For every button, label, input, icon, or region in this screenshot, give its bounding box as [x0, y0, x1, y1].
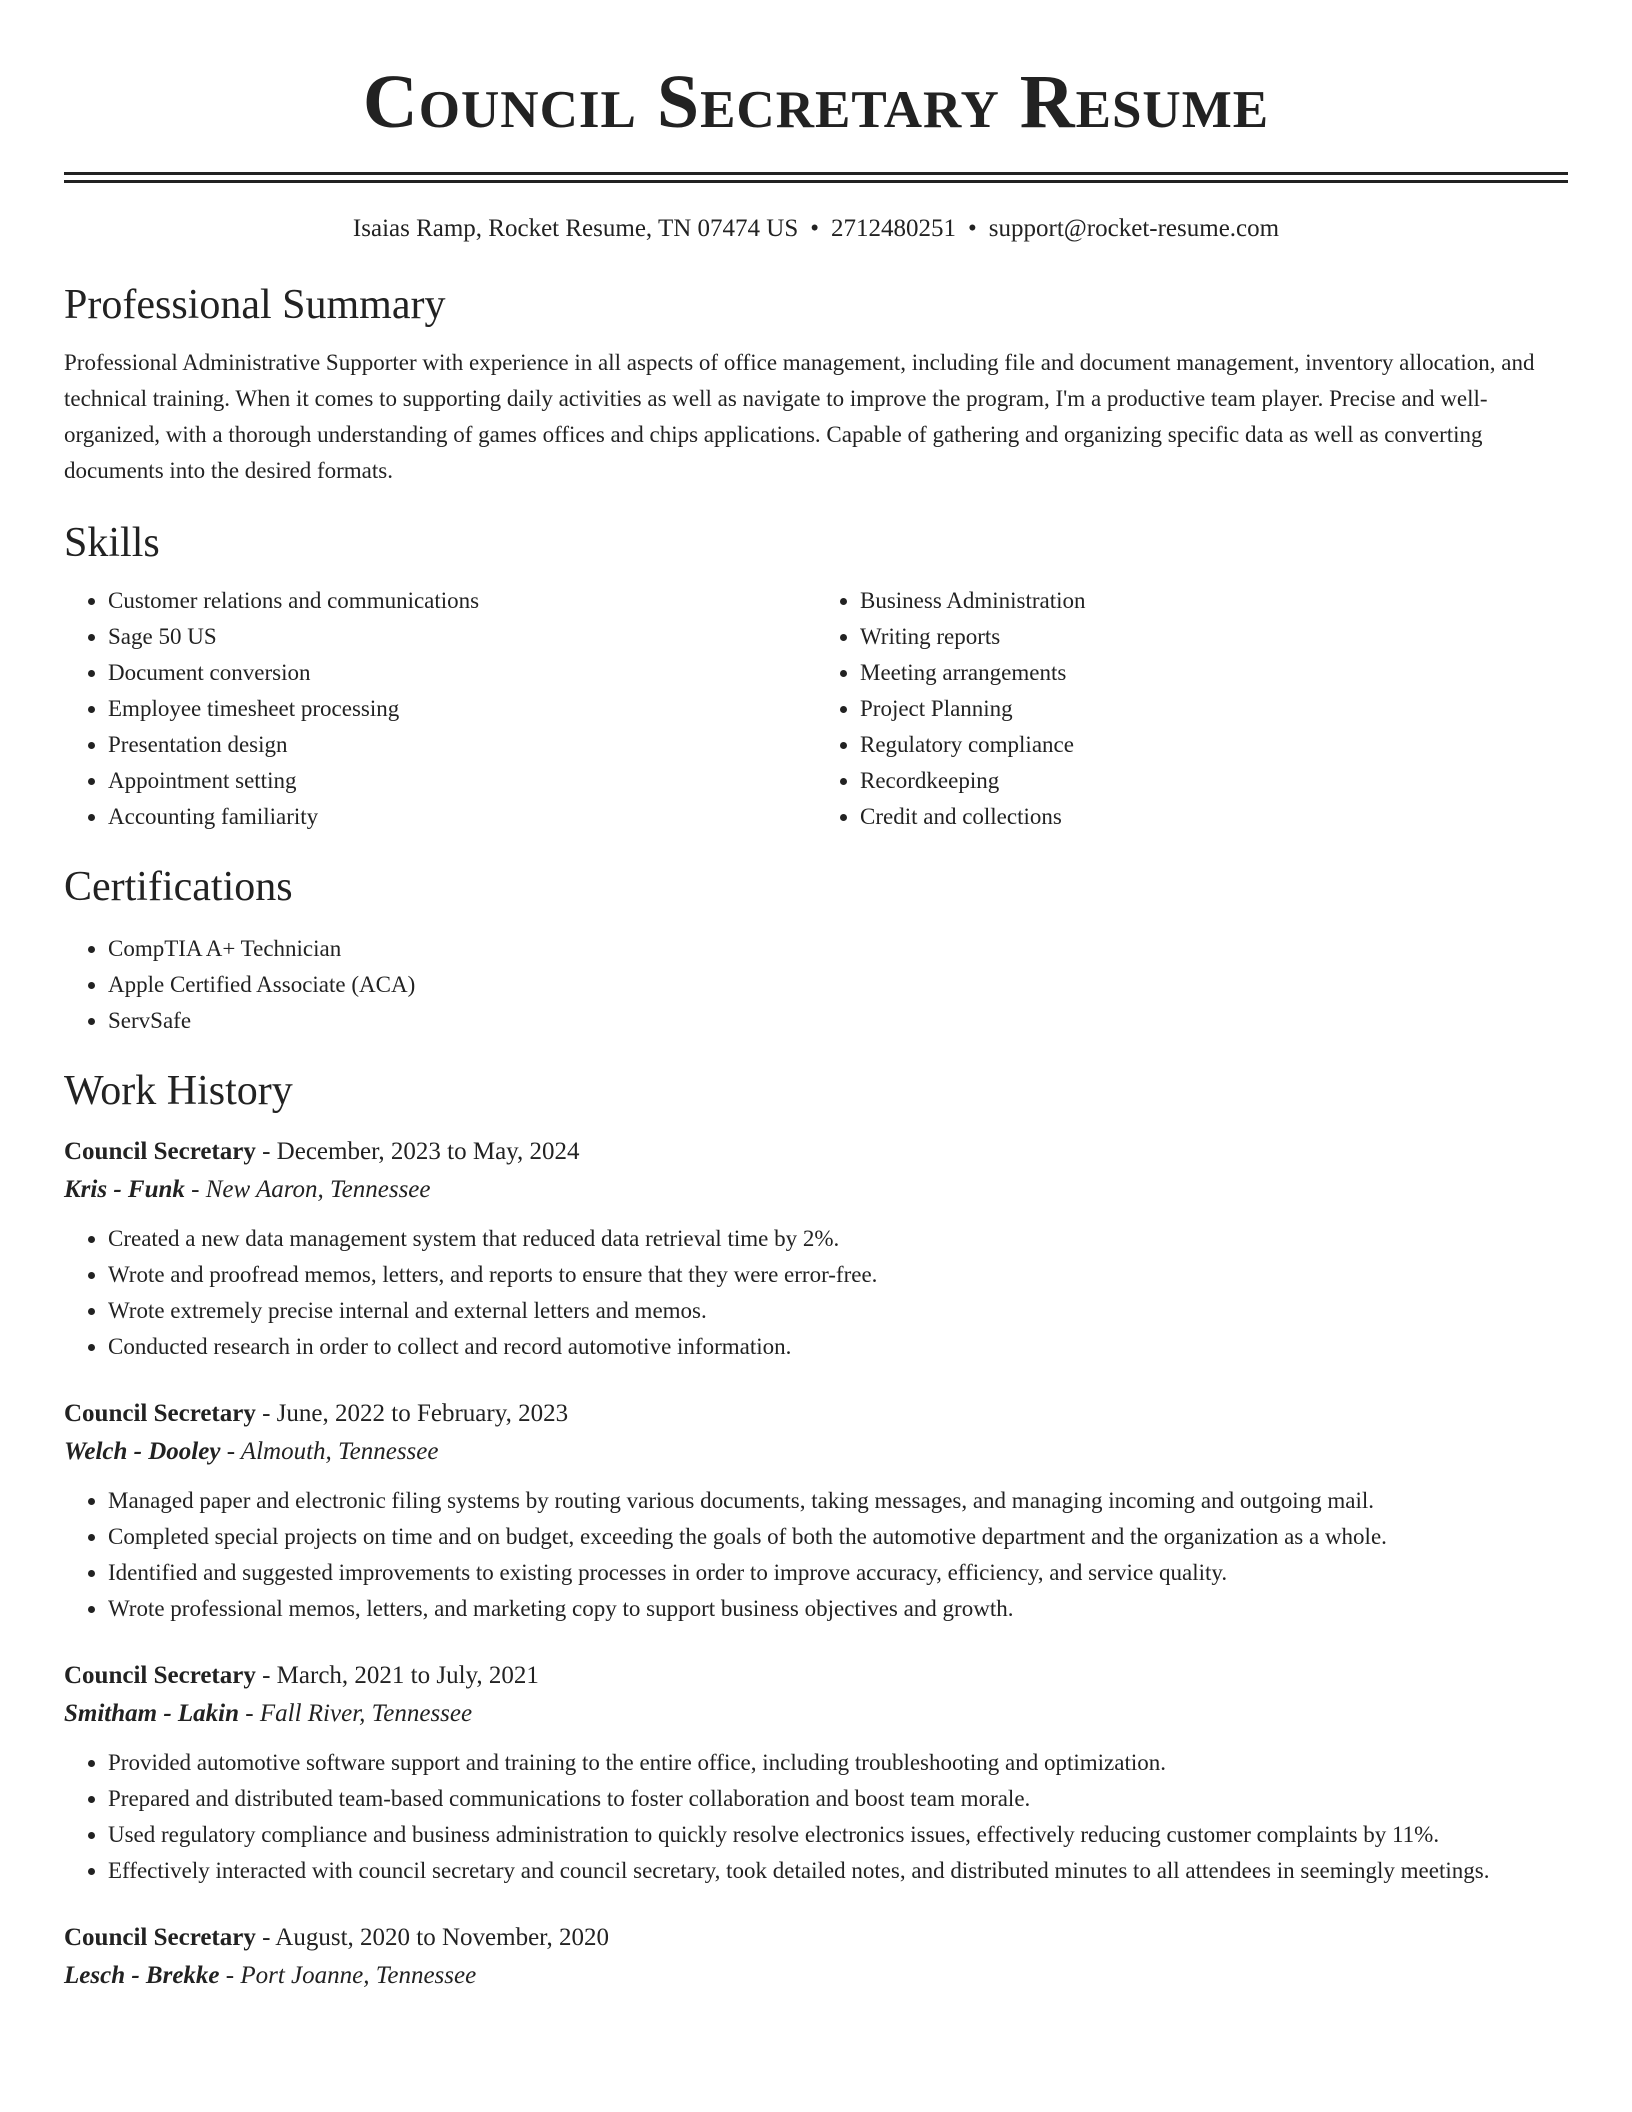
job-entry	[64, 1657, 1568, 1889]
job-title-line	[64, 1919, 1568, 1957]
job-bullets	[64, 1483, 1568, 1627]
job-company: Lesch - Brekke	[64, 1962, 220, 1989]
job-title-line	[64, 1133, 1568, 1171]
skill-item: • Meeting arrangements	[860, 655, 1568, 691]
contact-separator: •	[968, 215, 977, 242]
resume-title: Council Secretary Resume	[362, 60, 1270, 144]
skill-item: • Document conversion	[108, 655, 816, 691]
job-role: Council Secretary	[64, 1138, 256, 1165]
job-bullet: • Wrote extremely precise internal and external letters and memos.	[108, 1293, 1568, 1329]
contact-separator: •	[810, 215, 820, 242]
job-bullet: • Effectively interacted with council secretary and council secretary, took detailed notes, and distributed minutes to all attendees in seemingly meetings.	[108, 1853, 1568, 1889]
job-title-line	[64, 1657, 1568, 1695]
job-dates: - March, 2021 to July, 2021	[255, 1662, 539, 1689]
job-dates: - August, 2020 to November, 2020	[255, 1924, 609, 1951]
job-title-line	[64, 1395, 1568, 1433]
job-company: Kris - Funk	[64, 1176, 185, 1203]
job-role: Council Secretary	[64, 1662, 256, 1689]
skill-item: • Writing reports	[860, 619, 1568, 655]
job-bullet: • Wrote and proofread memos, letters, and reports to ensure that they were error-free.	[108, 1257, 1568, 1293]
job-bullet: • Conducted research in order to collect and record automotive information.	[108, 1329, 1568, 1365]
certification-item: • CompTIA A+ Technician	[108, 931, 1568, 967]
job-bullet: • Provided automotive software support and training to the entire office, including troubleshooting and optimization.	[108, 1745, 1568, 1781]
skill-item: • Appointment setting	[108, 763, 816, 799]
certification-item: • ServSafe	[108, 1003, 1568, 1039]
skill-item: • Accounting familiarity	[108, 799, 816, 835]
skills-columns	[64, 583, 1568, 835]
job-entry	[64, 1395, 1568, 1627]
skill-item: • Recordkeeping	[860, 763, 1568, 799]
certifications-list	[64, 931, 1568, 1039]
summary-heading: Professional Summary	[64, 282, 446, 328]
job-company-line	[64, 1957, 1568, 1995]
job-company-line	[64, 1171, 1568, 1209]
skills-list-right	[816, 583, 1568, 835]
job-company: Smitham - Lakin	[64, 1700, 240, 1727]
skill-item: • Customer relations and communications	[108, 583, 816, 619]
job-bullets	[64, 1221, 1568, 1365]
skills-heading: Skills	[64, 520, 160, 566]
contact-email[interactable]: support@rocket-resume.com	[988, 215, 1280, 242]
job-role: Council Secretary	[64, 1924, 256, 1951]
certification-item: • Apple Certified Associate (ACA)	[108, 967, 1568, 1003]
job-bullet: • Created a new data management system that reduced data retrieval time by 2%.	[108, 1221, 1568, 1257]
job-company-line	[64, 1433, 1568, 1471]
contact-phone: 2712480251	[831, 215, 957, 242]
job-company: Welch - Dooley	[64, 1438, 221, 1465]
job-bullet: • Completed special projects on time and on budget, exceeding the goals of both the automotive department and the organization as a whole.	[108, 1519, 1568, 1555]
job-bullet: • Managed paper and electronic filing systems by routing various documents, taking messages, and managing incoming and outgoing mail.	[108, 1483, 1568, 1519]
job-dates: - December, 2023 to May, 2024	[255, 1138, 580, 1165]
contact-address: Isaias Ramp, Rocket Resume, TN 07474 US	[352, 215, 799, 242]
job-bullet: • Wrote professional memos, letters, and marketing copy to support business objectives and growth.	[108, 1591, 1568, 1627]
job-bullet: • Used regulatory compliance and business administration to quickly resolve electronics issues, effectively reducing customer complaints by 11%.	[108, 1817, 1568, 1853]
skill-item: • Presentation design	[108, 727, 816, 763]
job-dates: - June, 2022 to February, 2023	[255, 1400, 569, 1427]
skills-list-left	[64, 583, 816, 835]
job-location: - Port Joanne, Tennessee	[219, 1962, 477, 1989]
contact-line	[64, 213, 1568, 245]
summary-text: Professional Administrative Supporter with experience in all aspects of office management, including file and document management, inventory allocation, and technical training. When it comes to supporting daily activities as well as navigate to improve the program, I'm a productive team player. Precise and well-organized, with a thorough understanding of games offices and chips applications. Capable of gathering and organizing specific data as well as converting documents into the desired formats.	[64, 350, 1535, 483]
certifications-heading: Certifications	[64, 864, 293, 910]
work-history-heading: Work History	[64, 1068, 293, 1114]
job-location: - New Aaron, Tennessee	[184, 1176, 431, 1203]
job-bullet: • Prepared and distributed team-based communications to foster collaboration and boost team morale.	[108, 1781, 1568, 1817]
job-role: Council Secretary	[64, 1400, 256, 1427]
skill-item: • Regulatory compliance	[860, 727, 1568, 763]
job-location: - Fall River, Tennessee	[239, 1700, 473, 1727]
skill-item: • Employee timesheet processing	[108, 691, 816, 727]
skill-item: • Sage 50 US	[108, 619, 816, 655]
title-divider	[64, 172, 1568, 183]
job-bullets	[64, 1745, 1568, 1889]
skill-item: • Business Administration	[860, 583, 1568, 619]
job-company-line	[64, 1695, 1568, 1733]
job-entry	[64, 1133, 1568, 1365]
job-entry	[64, 1919, 1568, 1995]
skill-item: • Project Planning	[860, 691, 1568, 727]
job-bullet: • Identified and suggested improvements to existing processes in order to improve accuracy, efficiency, and service quality.	[108, 1555, 1568, 1591]
skill-item: • Credit and collections	[860, 799, 1568, 835]
job-location: - Almouth, Tennessee	[220, 1438, 439, 1465]
